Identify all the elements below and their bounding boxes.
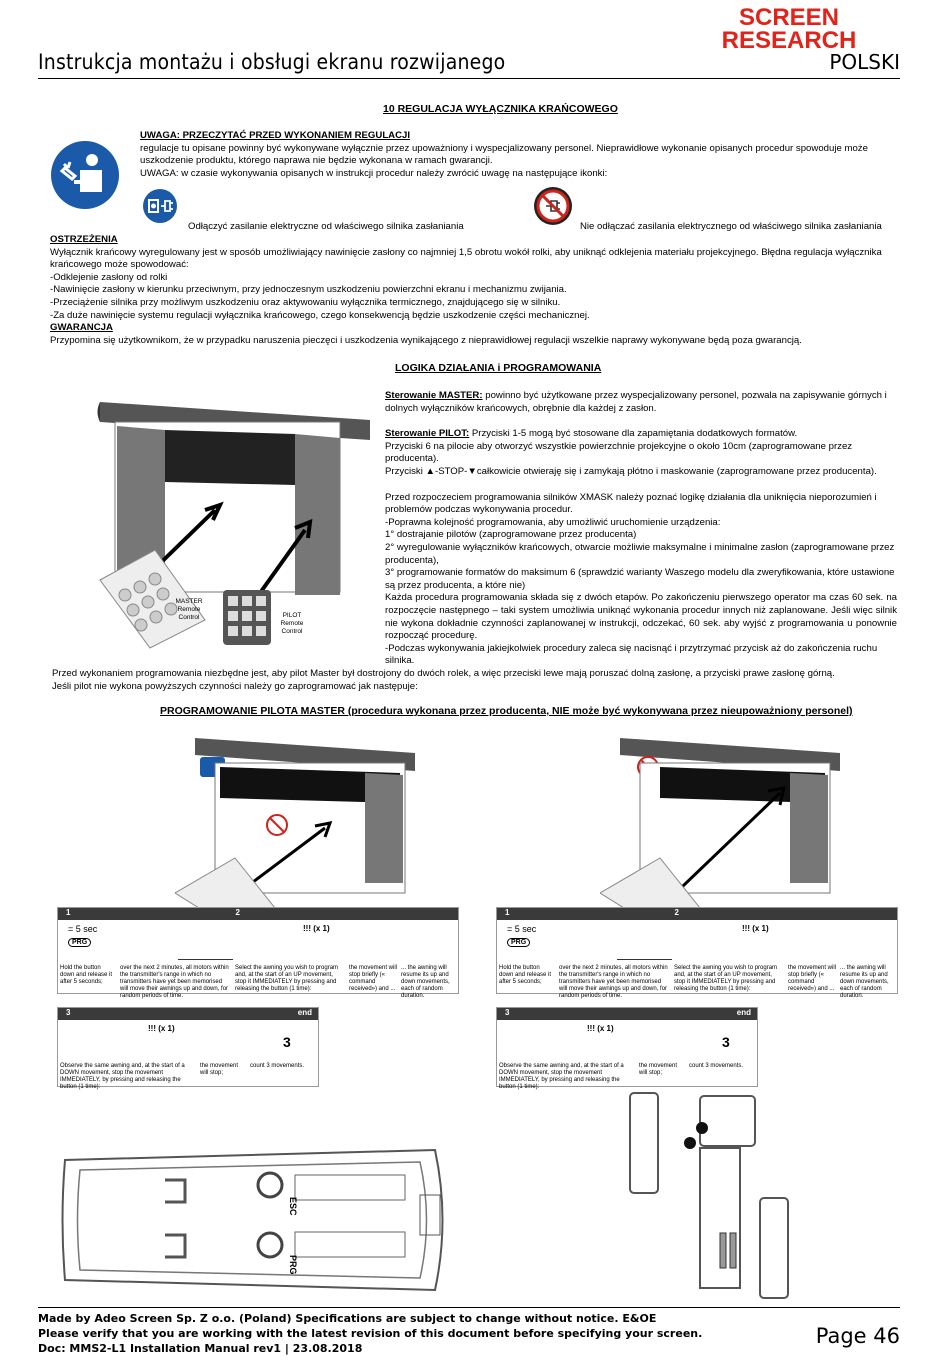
warranty-title: GWARANCJA [50, 322, 113, 334]
step1-time: = 5 sec [68, 924, 98, 934]
footer-line-1: Made by Adeo Screen Sp. Z o.o. (Poland) Specifications are subject to change without notice. E&OE [38, 1312, 657, 1325]
screen-illustration-left [175, 733, 420, 918]
step3-text-3: count 3 movements. [689, 1063, 744, 1069]
step-panel-left-3 [57, 1007, 319, 1090]
remote-battery-compartment-illustration [55, 1140, 455, 1300]
footer-line-3: Doc: MMS2-L1 Installation Manual rev1 | 23.08.2018 [38, 1342, 363, 1355]
prg-button-graphic: PRG [507, 938, 530, 947]
step-panel-right-1-2 [496, 907, 898, 999]
section-heading: 10 REGULACJA WYŁĄCZNIKA KRAŃCOWEGO [383, 103, 618, 115]
warning-paragraph-2: UWAGA: w czasie wykonywania opisanych w instrukcji procedur należy zwrócić uwagę na następujące ikonki: [140, 167, 608, 179]
logo-line1: SCREEN [738, 4, 840, 31]
footer-divider [38, 1307, 900, 1308]
caution-title: OSTRZEŻENIA [50, 234, 118, 245]
caution-item: -Za duże nawinięcie systemu regulacji wyłącznika krańcowego, czego konsekwencją będzie uszkodzenie części mechanicznej. [50, 309, 590, 321]
step2-text-3: ... the awning will resume its up and down movements, each of random duration. [840, 965, 889, 999]
programming-heading: PROGRAMOWANIE PILOTA MASTER (procedura wykonana przez producenta, NIE może być wykonywana przez nieupoważniony personel) [160, 705, 853, 717]
step3-text: Observe the same awning and, at the start of a DOWN movement, stop the movement IMMEDIATELY, by pressing and releasing the button (1 time): [499, 1063, 624, 1090]
step2-mark: !!! (x 1) [742, 924, 769, 933]
warning-title: UWAGA: PRZECZYTAĆ PRZED WYKONANIEM REGULACJI [140, 130, 411, 141]
do-not-disconnect-icon [533, 186, 573, 226]
motor-arrows-graphic [617, 924, 672, 960]
step-header: 3 end [497, 1008, 757, 1020]
end-label: end [297, 1008, 312, 1017]
logic-paragraph: Przed rozpoczeciem programowania silników XMASK należy poznać logikę działania dla uniknięcia nieporozumień i problemów podczas wykonywania procedur. [385, 491, 877, 516]
logic-paragraph: -Poprawna kolejność programowania, aby umożliwić uruchomienie urządzenia: [385, 516, 721, 528]
logic-paragraph: Każda procedura programowania składa się z dwóch etapów. Po zakończeniu pierwszego operator ma czas 60 sek. na rozpoczęcie następnego – taki system umożliwia uniknąć wykonania procedur innych niż zaplanowane. Jeśli więc silnik nie wykona dokładnie czynności zaplanowanej w instrukcji, odczekać, 60 sek. aby wyjść z programowania u ponownie rozpocząć procedurę. [385, 592, 897, 642]
step-header: 1 2 [58, 908, 458, 920]
caution-paragraph: Wyłącznik krańcowy wyregulowany jest w sposób umożliwiający nawinięcie zasłony co najmniej 1,5 obrotu wokół rolki, aby uniknąć odklejenia materiału projekcyjnego. Błędna regulacja wyłącznika krańcowego może spowodować: [50, 246, 882, 271]
pilot-label: Sterowanie PILOT: [385, 428, 470, 440]
step3-mark: !!! (x 1) [148, 1024, 175, 1033]
logic-heading: LOGIKA DZIAŁANIA i PROGRAMOWANIA [395, 362, 602, 374]
step1-text-2: over the next 2 minutes, all motors within the transmitter's range in which no transmitters have yet been memorised will move their awnings up and down, for random periods of time. [120, 965, 229, 999]
logic-paragraph: -Podczas wykonywania jakiejkolwiek procedury zaleca się nacisnąć i przytrzymać przycisk aż do zakończenia ruchu silnika. [385, 642, 878, 667]
step2-text-2: the movement will stop briefly (« command received») and ... [788, 965, 837, 992]
remote-battery-insert-illustration [620, 1088, 800, 1303]
caution-item: -Nawinięcie zasłony w kierunku przeciwnym, przy jednoczesnym uszkodzeniu powierzchni ekranu i mechanizmu zwijania. [50, 284, 567, 296]
pilot-line-2: Przyciski 6 na pilocie aby otworzyć wszystkie powierzchnie projekcyjne o około 10cm (zaprogramowane przez producenta). [385, 440, 853, 465]
step1-time: = 5 sec [507, 924, 537, 934]
pilot-text: Przyciski 1-5 mogą być stosowane dla zapamiętania dodatkowych formatów. [469, 428, 798, 440]
service-personnel-icon [50, 140, 120, 210]
page-title: Instrukcja montażu i obsługi ekranu rozwijanego [38, 50, 506, 74]
warranty-text: Przypomina się użytkownikom, że w przypadku naruszenia pieczęci i uszkodzenia wynikającego z nieprawidłowej regulacji wszelkie naprawy wykonywane będą poza gwarancją. [50, 334, 802, 346]
step2-text-2: the movement will stop briefly (« command received») and ... [349, 965, 398, 992]
logic-paragraph: 1° dostrajanie pilotów (zaprogramowane przez producenta) [385, 529, 637, 541]
esc-label: ESC [288, 1197, 298, 1216]
step2-text: Select the awning you wish to program and, at the start of an UP movement, stop it IMMEDIATELY by pressing and releasing the button (1 time): [235, 965, 339, 992]
screen-and-remotes-illustration [95, 390, 380, 650]
language-label: POLSKI [829, 50, 900, 74]
note-paragraph-2: Jeśli pilot nie wykona powyższych czynności należy go zaprogramować jak następuje: [52, 680, 418, 692]
prg-label: PRG [288, 1255, 298, 1275]
step1-text-2: over the next 2 minutes, all motors within the transmitter's range in which no transmitters have yet been memorised will move their awnings up and down, for random periods of time. [559, 965, 668, 999]
step3-mark: !!! (x 1) [587, 1024, 614, 1033]
logic-paragraph: 2° wyregulowanie wyłączników krańcowych, otwarcie możliwie maksymalne i minimalne zasłon (zaprogramowane przez producenta), [385, 541, 895, 566]
step-panel-left-1-2 [57, 907, 459, 999]
step3-text-2: the movement will stop; [639, 1063, 678, 1076]
disconnect-power-icon [142, 188, 178, 224]
footer-line-2: Please verify that you are working with the latest revision of this document before specifying your screen. [38, 1327, 703, 1340]
prg-button-graphic: PRG [68, 938, 91, 947]
step-header: 3 end [58, 1008, 318, 1020]
step1-text: Hold the button down and release it after 5 seconds; [499, 965, 552, 985]
step2-text-3: ... the awning will resume its up and down movements, each of random duration. [401, 965, 450, 999]
master-text: powinno być użytkowane przez wyspecjalizowany personel, pozwala na zapisywanie górnych i dolnych wyłączników krańcowych, obrębnie dla każdej z zasłon. [385, 390, 887, 414]
do-not-disconnect-text: Nie odłączać zasilania elektrycznego od właściwego silnika zasłaniania [580, 221, 882, 232]
warning-paragraph-1: regulacje tu opisane powinny być wykonywane wyłącznie przez upoważniony i wyspecjalizowany personel. Nieprawidłowe wykonanie opisanych procedur spowoduje może uszkodzenie produktu, którego naprawa nie będzie wykonana w ramach gwarancji. [140, 142, 868, 167]
step3-count: 3 [722, 1034, 730, 1050]
step-header: 1 2 [497, 908, 897, 920]
pilot-line-3: Przyciski ▲-STOP-▼całkowicie otwieraję się i zamykają płótno i maskowanie (zaprogramowane przez producenta). [385, 465, 877, 477]
step3-text: Observe the same awning and, at the start of a DOWN movement, stop the movement IMMEDIATELY, by pressing and releasing the button (1 time): [60, 1063, 185, 1090]
caution-item: -Odklejenie zasłony od rolki [50, 271, 168, 283]
caution-item: -Przeciążenie silnika przy możliwym uszkodzeniu oraz aktywowaniu wyłącznika termicznego, znajdującego się w silniku. [50, 296, 561, 308]
screen-research-logo [677, 4, 902, 50]
motor-arrows-graphic [178, 924, 233, 960]
header-divider [38, 78, 900, 79]
step-panel-right-3 [496, 1007, 758, 1090]
step3-count: 3 [283, 1034, 291, 1050]
step2-mark: !!! (x 1) [303, 924, 330, 933]
disconnect-power-text: Odłączyć zasilanie elektryczne od właściwego silnika zasłaniania [188, 221, 464, 232]
logo-line2: RESEARCH [721, 27, 857, 50]
page-number: Page 46 [815, 1324, 900, 1348]
screen-illustration-right [600, 733, 845, 918]
pilot-remote-label: PILOT Remote Control [280, 612, 304, 635]
note-paragraph-1: Przed wykonaniem programowania niezbędne jest, aby pilot Master był dostrojony do dwóch rolek, a więc przeciski lewe mają poruszać dolną zasłonę, a przyciski prawe zasłonę górną. [52, 668, 835, 679]
step3-text-3: count 3 movements. [250, 1063, 305, 1069]
step2-text: Select the awning you wish to program and, at the start of an UP movement, stop it IMMEDIATELY by pressing and releasing the button (1 time): [674, 965, 778, 992]
step3-text-2: the movement will stop; [200, 1063, 239, 1076]
logic-paragraph: 3° programowanie formatów do maksimum 6 (sprawdzić warianty Waszego modelu dla zweryfikowania, które ustawione są przez producenta, a które nie) [385, 567, 895, 591]
end-label: end [736, 1008, 751, 1017]
step1-text: Hold the button down and release it after 5 seconds; [60, 965, 113, 985]
master-label: Sterowanie MASTER: [385, 390, 483, 401]
master-remote-label: MASTER Remote Control [175, 598, 203, 621]
